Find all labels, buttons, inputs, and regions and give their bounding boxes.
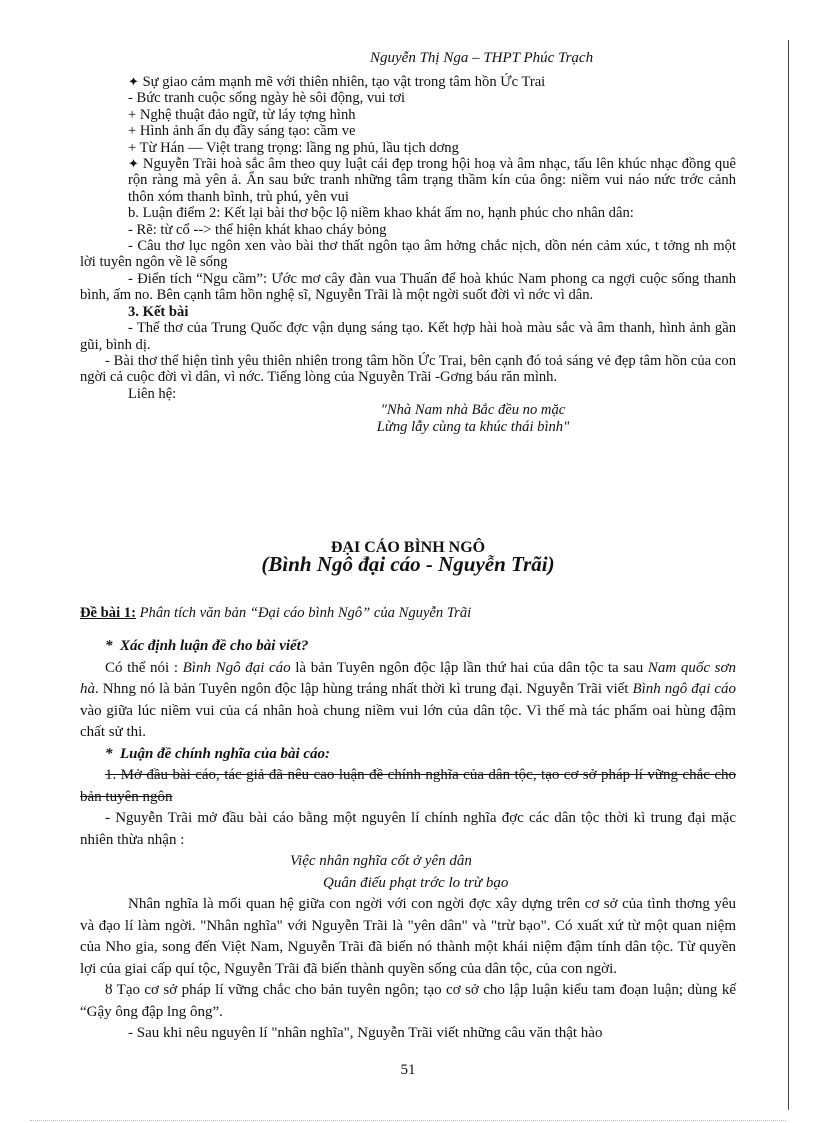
document-subtitle: (Bình Ngô đại cáo - Nguyễn Trãi) <box>261 552 555 576</box>
line <box>80 74 736 90</box>
curl-icon: ȣ <box>105 982 113 998</box>
text: Xác định luận đề cho bài viết? <box>120 638 309 654</box>
paragraph: - Sau khi nêu nguyên lí "nhân nghĩa", Nguyễn Trãi viết những câu văn thật hào <box>128 1025 603 1041</box>
text-italic: Nam quốc sơn hà <box>80 659 736 697</box>
text: vào giữa lúc niềm vui của cá nhân hoà chung niềm vui lớn của dân tộc. Vì thế mà tác phẩm oai hùng đậm chất sử thi. <box>80 702 736 740</box>
line: - Rẽ: từ cổ --> thể hiện khát khao cháy bỏng <box>128 221 387 238</box>
document-title: ĐẠI CÁO BÌNH NGÔ <box>330 539 486 556</box>
line: + Nghệ thuật đảo ngữ, từ láy tợng hình <box>128 106 356 123</box>
paragraph <box>80 980 736 1023</box>
question-heading <box>80 744 736 766</box>
paragraph: Nhân nghĩa là mối quan hệ giữa con ngời với con ngời đợc xây dựng trên cơ sở của tình thơng yêu và đạo lí làm ngời. "Nhân nghĩa" với Nguyễn Trãi là "yên dân" và "trừ bạo". Có xuất xứ từ một quan niệm của Nho gia, song đến Việt Nam, Nguyễn Trãi đã biến nó thành một khái niệm đậm tính dân tộc. Từ quyền lợi của giai cấp quí tộc, Nguyễn Trãi đã biến thành quyền sống của dân tộc, của con ngời. <box>80 896 736 977</box>
star-icon: ✦ <box>128 156 139 172</box>
poem-line: "Nhà Nam nhà Bắc đều no mặc <box>380 402 566 419</box>
asterisk-icon: * <box>105 638 113 654</box>
paragraph-struck: 1. Mở đầu bài cáo, tác giả đã nêu cao luận đề chính nghĩa của dân tộc, tạo cơ sở pháp lí vững chắc cho bản tuyên ngôn <box>80 767 736 805</box>
paragraph: b. Luận điểm 2: Kết lại bài thơ bộc lộ niềm khao khát ấm no, hạnh phúc cho nhân dân: <box>128 205 634 222</box>
heading-ket-bai: 3. Kết bài <box>128 303 189 320</box>
star-icon: ✦ <box>128 74 139 89</box>
poem-line: Quân điếu phạt trớc lo trừ bạo <box>323 874 509 891</box>
poem-line: Lừng lẫy cùng ta khúc thái bình" <box>376 418 570 435</box>
text-italic: Bình Ngô đại cáo <box>182 659 291 676</box>
text-italic: Bình ngô đại cáo <box>632 681 736 697</box>
paragraph: - Thể thơ của Trung Quốc đợc vận dụng sáng tạo. Kết hợp hài hoà màu sắc và âm thanh, hình ảnh gần gũi, bình dị. <box>80 320 736 353</box>
text: Tạo cơ sở pháp lí vững chắc cho bản tuyên ngôn; tạo cơ sở cho lập luận kiểu tam đoạn luận; dùng kế “Gậy ông đập lng ông”. <box>80 982 737 1020</box>
page-header: Nguyễn Thị Nga – THPT Phúc Trạch <box>370 50 594 66</box>
paragraph <box>80 658 736 744</box>
asterisk-icon: * <box>105 745 113 762</box>
paragraph: - Điển tích “Ngu cầm”: Ước mơ cây đàn vua Thuấn để hoà khúc Nam phong ca ngợi cuộc sống thanh bình, ấm no. Bên cạnh tâm hồn nghệ sĩ, Nguyễn Trãi là một ngời suốt đời vì nớc vì dân. <box>80 270 736 304</box>
line: + Từ Hán — Việt trang trọng: lầng ng phủ, lầu tịch dơng <box>128 139 459 156</box>
paragraph <box>80 156 736 205</box>
text: Sự giao cảm mạnh mẽ với thiên nhiên, tạo vật trong tâm hồn Ức Trai <box>142 74 546 90</box>
poem-line: Việc nhân nghĩa cốt ở yên dân <box>290 853 472 869</box>
assignment-text: Phân tích văn bản “Đại cáo bình Ngô” của Nguyễn Trãi <box>135 605 472 621</box>
page-border-bottom <box>30 1120 786 1121</box>
text: là bản Tuyên ngôn độc lập lần thứ hai của dân tộc ta sau <box>290 659 648 676</box>
text: . Nhng nó là bản Tuyên ngôn độc lập hùng tráng nhất thời kì trung đại. Nguyễn Trãi viết <box>95 681 633 697</box>
section-analysis <box>80 74 736 435</box>
page-number: 51 <box>400 1062 416 1078</box>
paragraph: - Nguyễn Trãi mở đầu bài cáo bằng một nguyên lí chính nghĩa đợc các dân tộc thời kì trung đại mặc nhiên thừa nhận : <box>80 810 736 848</box>
text: Nguyễn Trãi hoà sắc âm theo quy luật cái đẹp trong hội hoạ và âm nhạc, tấu lên khúc nhạc đồng quê rộn ràng mà yên ả. Ẩn sau bức tranh những tâm trạng thầm kín của ông: niềm vui náo nức trớc cảnh thôn xóm thanh bình, trù phú, yên vui <box>128 156 736 205</box>
assignment-line <box>80 605 736 621</box>
assignment-label: Đề bài 1: <box>80 605 136 621</box>
paragraph: - Câu thơ lục ngôn xen vào bài thơ thất ngôn tạo âm hởng chắc nịch, dồn nén cảm xúc, t tởng nh một lời tuyên ngôn về lẽ sống <box>80 238 736 271</box>
page-border-right <box>788 40 789 1110</box>
line: + Hình ảnh ẩn dụ đầy sáng tạo: cầm ve <box>128 123 356 140</box>
line: Liên hệ: <box>128 385 177 402</box>
text: Luận đề chính nghĩa của bài cáo: <box>120 745 331 762</box>
text: Có thể nói : <box>105 659 183 676</box>
section-essay <box>80 636 736 1045</box>
paragraph: - Bài thơ thể hiện tình yêu thiên nhiên trong tâm hồn Ức Trai, bên cạnh đó toả sáng vẻ đẹp tâm hồn của con ngời cả cuộc đời vì dân, vì nớc. Tiếng lòng của Nguyễn Trãi -Gơng báu răn mình. <box>80 352 736 386</box>
question-heading <box>80 636 736 658</box>
line: - Bức tranh cuộc sống ngày hè sôi động, vui tơi <box>128 90 406 107</box>
